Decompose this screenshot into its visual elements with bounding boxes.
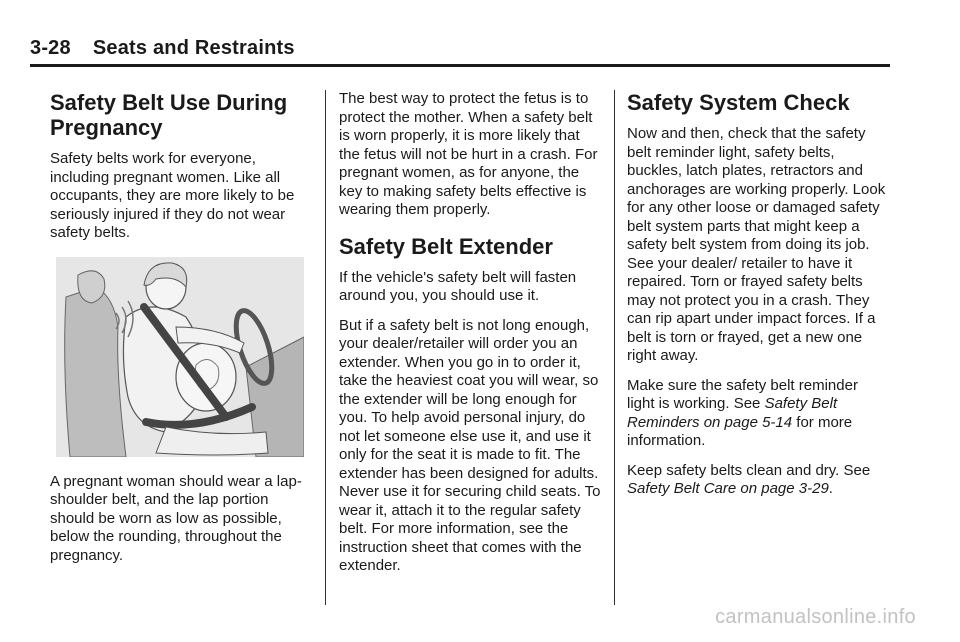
page-header xyxy=(30,36,890,60)
column-3 xyxy=(627,90,889,510)
column-2 xyxy=(339,90,601,587)
heading-system-check: Safety System Check xyxy=(627,90,850,115)
paragraph-belt-care xyxy=(627,462,889,499)
column-1 xyxy=(50,90,308,576)
reminder-text-before: Make sure the safety belt reminder light is working. See xyxy=(627,376,858,412)
heading-pregnancy: Safety Belt Use During Pregnancy xyxy=(50,90,288,140)
paragraph-extender-fasten: If the vehicle's safety belt will fasten around you, you should use it. xyxy=(339,268,577,304)
header-rule xyxy=(30,64,890,67)
watermark: carmanualsonline.info xyxy=(715,606,916,628)
illustration-drawing xyxy=(56,257,304,457)
section-title: Seats and Restraints xyxy=(92,37,295,59)
heading-belt-extender: Safety Belt Extender xyxy=(339,233,553,259)
link-safety-belt-care[interactable]: Safety Belt Care on page 3-29 xyxy=(627,480,829,497)
paragraph-protect-fetus: The best way to protect the fetus is to protect the mother. When a safety belt is worn properly, it is more likely that the fetus will not be hurt in a crash. For pregnant women, as for anyone, the key to making safety belts effective is wearing them properly. xyxy=(339,90,598,218)
column-divider-2 xyxy=(614,90,615,605)
page-number: 3-28 xyxy=(30,37,71,59)
paragraph-system-check: Now and then, check that the safety belt reminder light, safety belts, buckles, latch plates, retractors and anchorages are working properly. Look for any other loose or damaged safety belt system parts that might keep a safety belt system from doing its job. See your dealer/ retailer to have it repaired. Torn or frayed safety belts may not protect you in a crash. They can rip apart under impact forces. If a belt is torn or frayed, get a new one right away. xyxy=(627,125,886,364)
care-text-before: Keep safety belts clean and dry. See xyxy=(627,461,871,479)
paragraph-pregnancy-intro: Safety belts work for everyone, including pregnant women. Like all occupants, they are more likely to be seriously injured if they do not wear safety belts. xyxy=(50,150,295,241)
column-divider-1 xyxy=(325,90,326,605)
paragraph-reminder-light xyxy=(627,377,889,451)
pregnant-woman-illustration xyxy=(56,257,304,457)
link-safety-belt-reminders[interactable]: Safety Belt Reminders on page 5-14 xyxy=(627,395,838,431)
paragraph-pregnancy-caption: A pregnant woman should wear a lap-shoulder belt, and the lap portion should be worn as low as possible, below the rounding, throughout the pregnancy. xyxy=(50,472,302,564)
reminder-text-after: for more information. xyxy=(627,413,853,449)
header-title xyxy=(30,36,890,60)
paragraph-extender-details: But if a safety belt is not long enough, your dealer/retailer will order you an extender. When you go in to order it, take the heaviest coat you will wear, so the extender will be long enough for you. To help avoid personal injury, do not let someone else use it, and use it only for the seat it is made to fit. The extender has been designed for adults. Never use it for securing child seats. To wear it, attach it to the regular safety belt. For more information, see the instruction sheet that comes with the extender. xyxy=(339,316,601,574)
care-text-after: . xyxy=(828,480,833,497)
